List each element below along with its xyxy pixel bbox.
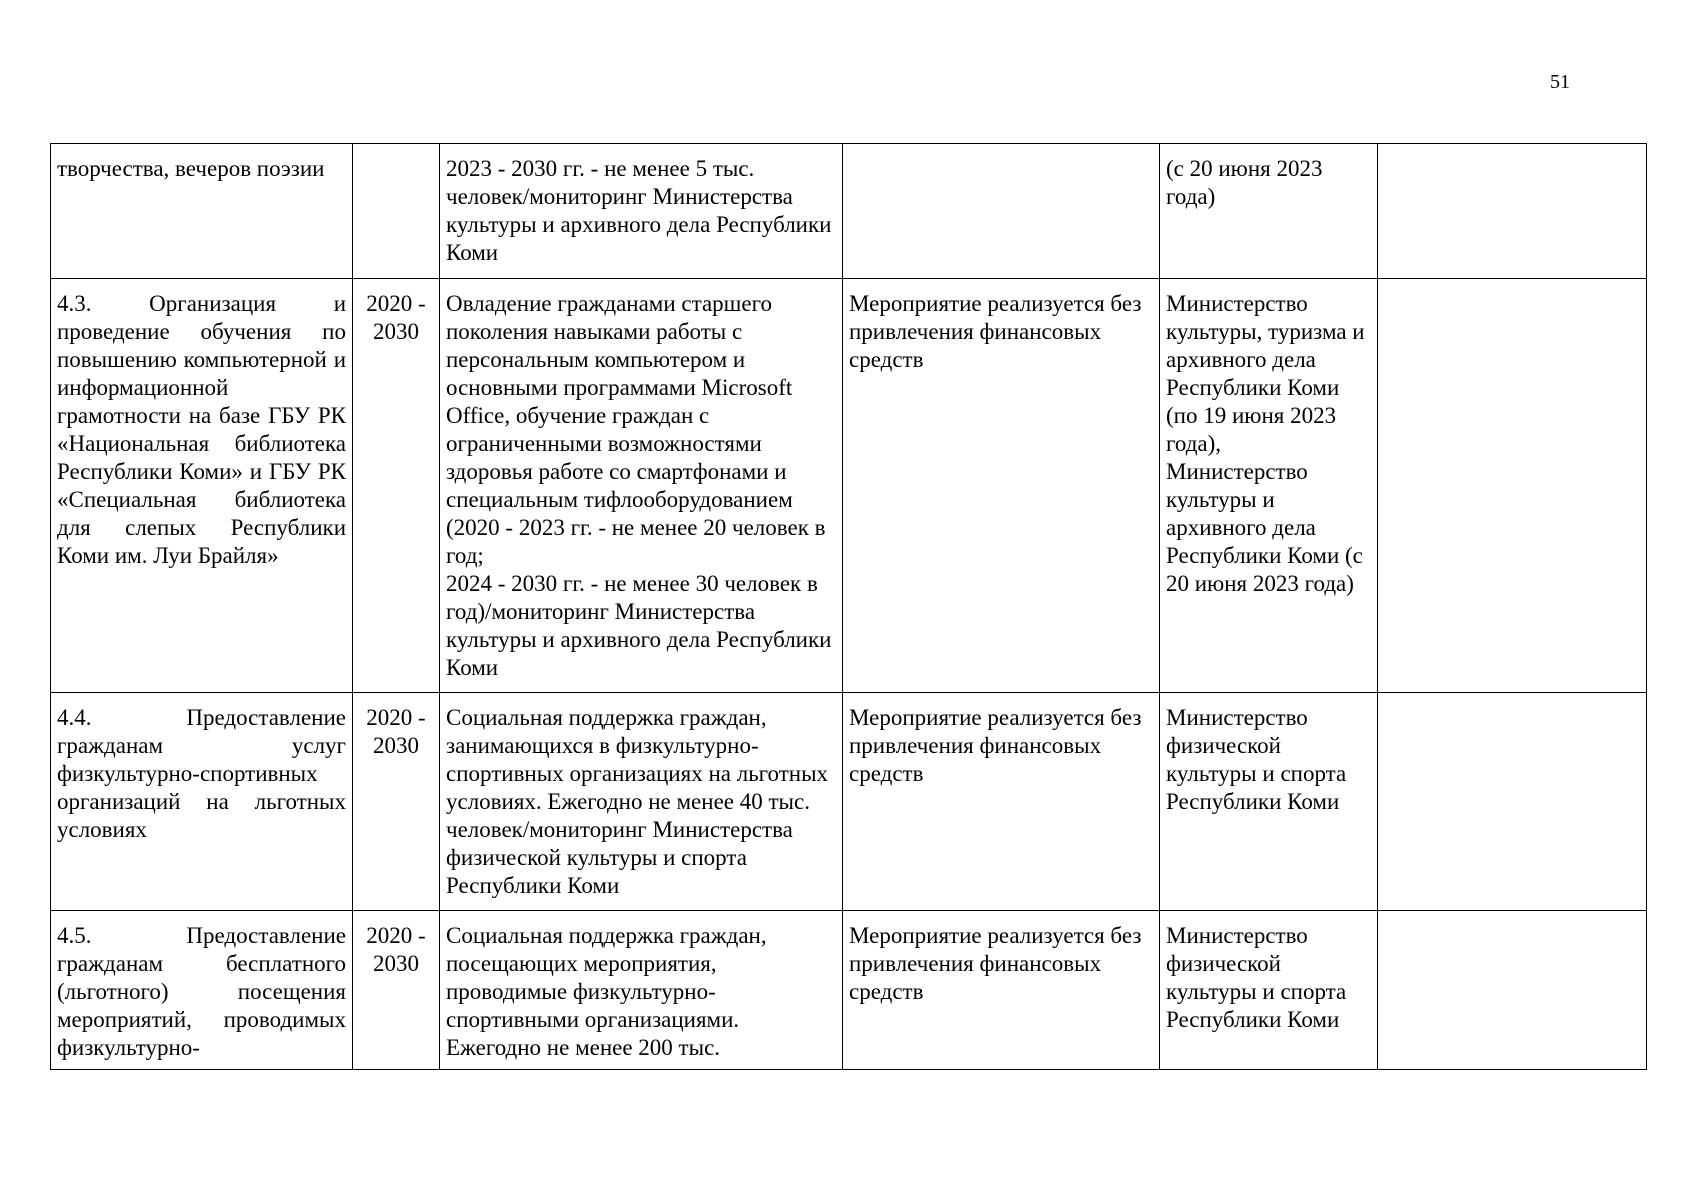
executor-cell: Министерство физической культуры и спорта Республики Коми (1160, 693, 1378, 911)
years-cell: 2020 - 2030 (353, 911, 440, 1070)
funding-cell: Мероприятие реализуется без привлечения финансовых средств (843, 693, 1160, 911)
measures-table (50, 143, 1647, 1070)
funding-cell: Мероприятие реализуется без привлечения финансовых средств (843, 911, 1160, 1070)
executor-cell: Министерство культуры, туризма и архивного дела Республики Коми (по 19 июня 2023 года), Министерство культуры и архивного дела Республики Коми (с 20 июня 2023 года) (1160, 279, 1378, 693)
funding-cell: Мероприятие реализуется без привлечения финансовых средств (843, 279, 1160, 693)
measure-name-cell: 4.4. Предоставление гражданам услуг физкультурно-спортивных организаций на льготных условиях (51, 693, 353, 911)
result-cell: Овладение гражданами старшего поколения навыками работы с персональным компьютером и основными программами Microsoft Office, обучение граждан с ограниченными возможностями здоровья работе со смартфонами и специальным тифлооборудованием (2020 - 2023 гг. - не менее 20 человек в год; 2024 - 2030 гг. - не менее 30 человек в год)/мониторинг Министерства культуры и архивного дела Республики Коми (440, 279, 843, 693)
years-cell: 2020 - 2030 (353, 693, 440, 911)
executor-cell: (с 20 июня 2023 года) (1160, 144, 1378, 279)
measure-name-cell: 4.5. Предоставление гражданам бесплатного (льготного) посещения мероприятий, проводимых физкультурно- (51, 911, 353, 1070)
years-cell: 2020 - 2030 (353, 279, 440, 693)
measure-name-cell: творчества, вечеров поэзии (51, 144, 353, 279)
extra-cell (1378, 144, 1647, 279)
table-row (51, 279, 1647, 693)
extra-cell (1378, 693, 1647, 911)
result-cell: 2023 - 2030 гг. - не менее 5 тыс. человек/мониторинг Министерства культуры и архивного дела Республики Коми (440, 144, 843, 279)
measure-name-cell: 4.3. Организация и проведение обучения по повышению компьютерной и информационной грамотности на базе ГБУ РК «Национальная библиотека Республики Коми» и ГБУ РК «Специальная библиотека для слепых Республики Коми им. Луи Брайля» (51, 279, 353, 693)
extra-cell (1378, 279, 1647, 693)
page-number: 51 (1550, 71, 1570, 93)
table-row (51, 693, 1647, 911)
table-row (51, 144, 1647, 279)
result-cell: Социальная поддержка граждан, посещающих мероприятия, проводимые физкультурно-спортивными организациями. Ежегодно не менее 200 тыс. (440, 911, 843, 1070)
years-cell (353, 144, 440, 279)
table-row (51, 911, 1647, 1070)
extra-cell (1378, 911, 1647, 1070)
result-cell: Социальная поддержка граждан, занимающихся в физкультурно-спортивных организациях на льготных условиях. Ежегодно не менее 40 тыс. человек/мониторинг Министерства физической культуры и спорта Республики Коми (440, 693, 843, 911)
executor-cell: Министерство физической культуры и спорта Республики Коми (1160, 911, 1378, 1070)
funding-cell (843, 144, 1160, 279)
